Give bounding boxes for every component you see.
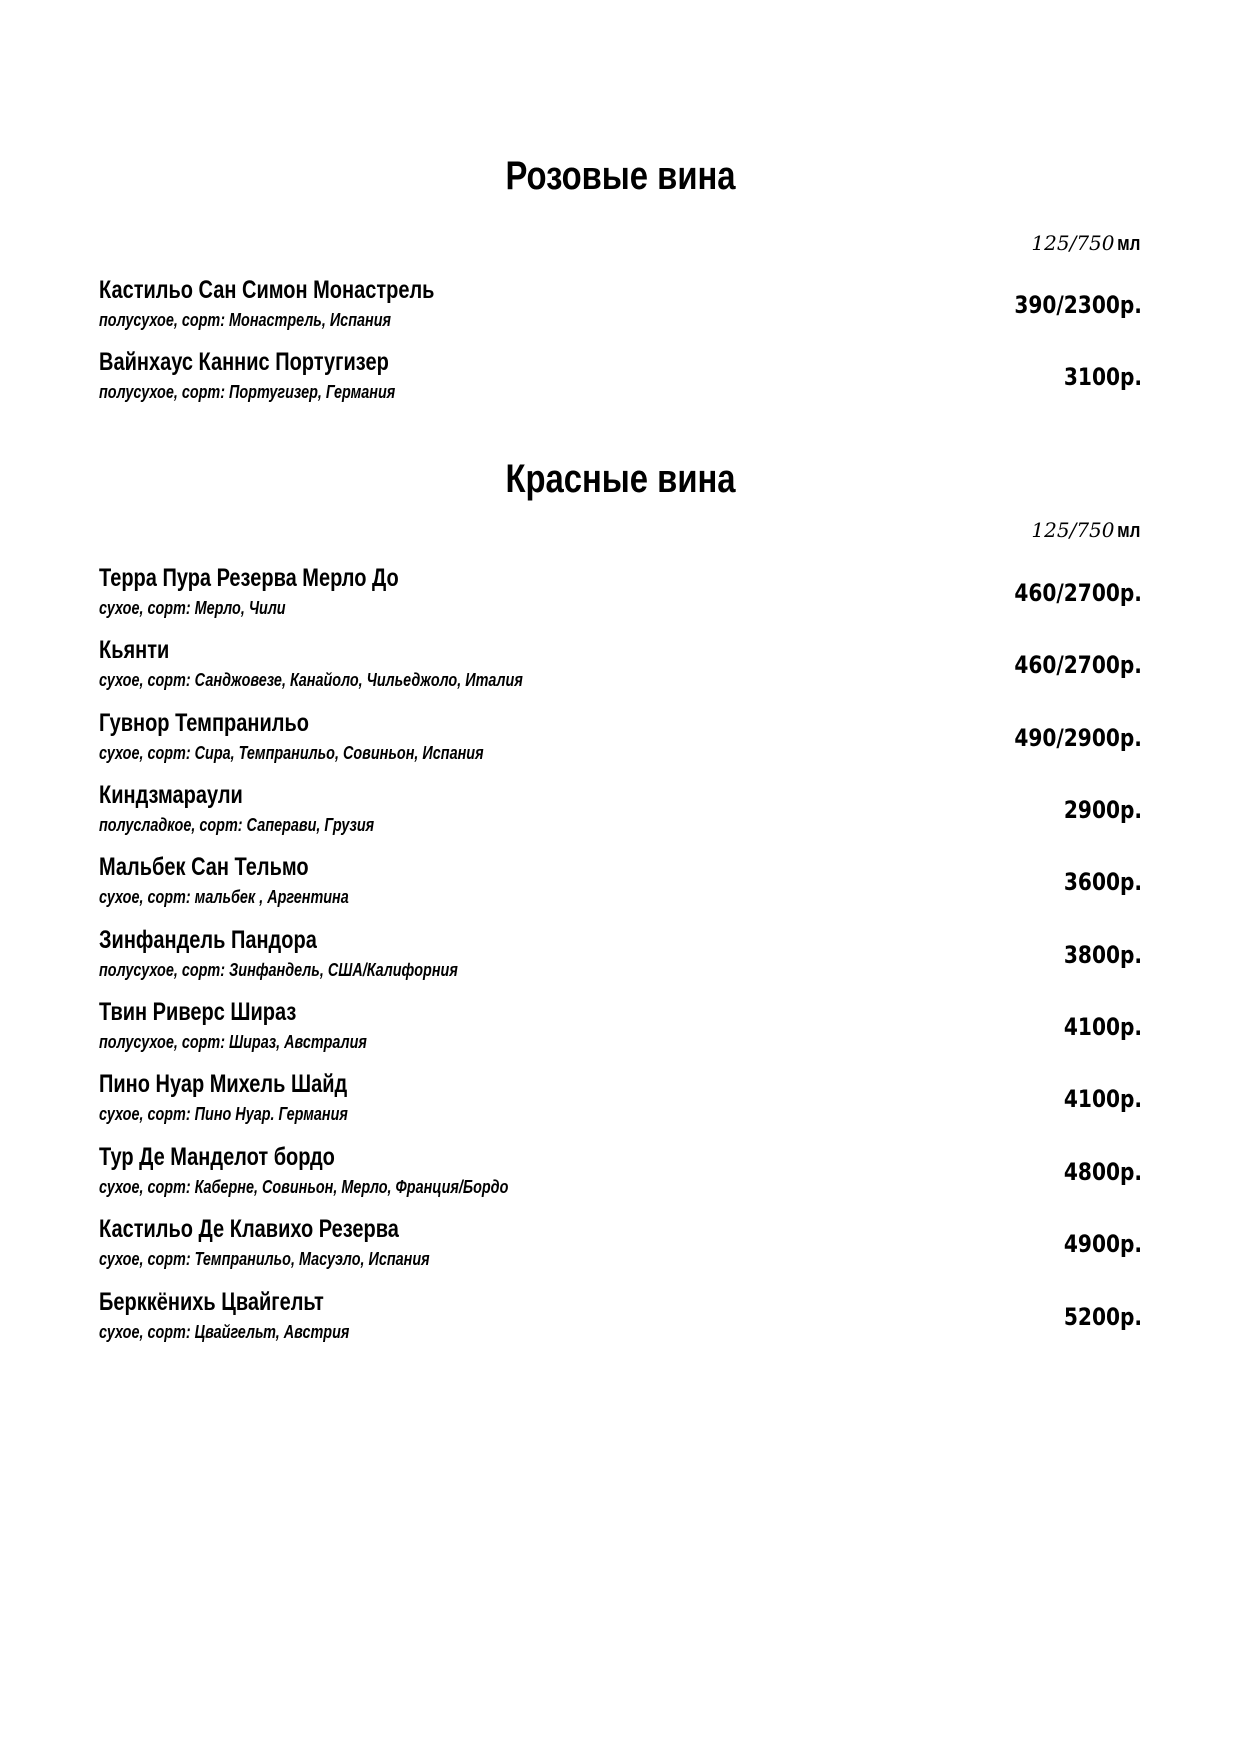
volume-value: 125/750	[1031, 231, 1115, 255]
wine-item	[99, 1143, 1142, 1205]
wine-description: сухое, сорт: Пино Нуар. Германия	[99, 1104, 348, 1124]
wine-item	[99, 926, 1142, 988]
wine-description: полусухое, сорт: Шираз, Австралия	[99, 1032, 367, 1052]
wine-item	[99, 1070, 1142, 1132]
wine-item	[99, 1288, 1142, 1350]
wine-description: сухое, сорт: Санджовезе, Канайоло, Чильеджоло, Италия	[99, 670, 523, 690]
wine-item	[99, 998, 1142, 1060]
wine-name: Пино Нуар Михель Шайд	[99, 1070, 348, 1098]
wine-item	[99, 709, 1142, 771]
wine-price: 490/2900р.	[1014, 724, 1142, 752]
wine-price: 3600р.	[1063, 868, 1142, 896]
wine-item	[99, 348, 1142, 410]
wine-price: 4800р.	[1063, 1158, 1142, 1186]
volume-unit: мл	[1116, 233, 1140, 255]
wine-name: Кьянти	[99, 636, 170, 664]
wine-price: 2900р.	[1063, 796, 1142, 824]
wine-name: Вайнхаус Каннис Португизер	[99, 348, 389, 376]
wine-price: 4100р.	[1063, 1085, 1142, 1113]
wine-name: Терра Пура Резерва Мерло До	[99, 564, 399, 592]
wine-name: Кастильо Де Клавихо Резерва	[99, 1215, 399, 1243]
wine-price: 460/2700р.	[1014, 579, 1142, 607]
wine-description: полусладкое, сорт: Саперави, Грузия	[99, 815, 375, 835]
section-title-red: Красные вина	[505, 457, 736, 501]
wine-item	[99, 781, 1142, 843]
wine-name: Берккёнихь Цвайгельт	[99, 1288, 324, 1316]
wine-item	[99, 276, 1142, 338]
wine-name: Гувнор Темпранильо	[99, 709, 309, 737]
wine-price: 5200р.	[1063, 1303, 1142, 1331]
wine-name: Кастильо Сан Симон Монастрель	[99, 276, 435, 304]
wine-name: Мальбек Сан Тельмо	[99, 853, 309, 881]
wine-description: сухое, сорт: мальбек , Аргентина	[99, 887, 349, 907]
wine-item	[99, 636, 1142, 698]
volume-header-red	[1031, 518, 1142, 543]
wine-price: 4900р.	[1063, 1230, 1142, 1258]
volume-unit: мл	[1116, 520, 1140, 542]
wine-price: 3100р.	[1063, 363, 1142, 391]
wine-description: полусухое, сорт: Португизер, Германия	[99, 382, 396, 402]
wine-name: Зинфандель Пандора	[99, 926, 317, 954]
section-title-rose: Розовые вина	[505, 154, 736, 198]
wine-item	[99, 564, 1142, 626]
wine-price: 460/2700р.	[1014, 651, 1142, 679]
wine-description: сухое, сорт: Темпранильо, Масуэло, Испания	[99, 1249, 430, 1269]
wine-item	[99, 853, 1142, 915]
wine-description: сухое, сорт: Сира, Темпранильо, Совиньон, Испания	[99, 743, 484, 763]
wine-price: 390/2300р.	[1014, 291, 1142, 319]
wine-item	[99, 1215, 1142, 1277]
wine-description: сухое, сорт: Каберне, Совиньон, Мерло, Франция/Бордо	[99, 1177, 509, 1197]
volume-value: 125/750	[1031, 518, 1115, 542]
wine-name: Тур Де Манделот бордо	[99, 1143, 335, 1171]
wine-description: сухое, сорт: Мерло, Чили	[99, 598, 286, 618]
volume-header-rose	[1031, 231, 1142, 256]
wine-price: 3800р.	[1063, 941, 1142, 969]
wine-description: полусухое, сорт: Зинфандель, США/Калифорния	[99, 960, 458, 980]
wine-description: сухое, сорт: Цвайгельт, Австрия	[99, 1322, 350, 1342]
wine-price: 4100р.	[1063, 1013, 1142, 1041]
wine-name: Твин Риверс Шираз	[99, 998, 297, 1026]
wine-description: полусухое, сорт: Монастрель, Испания	[99, 310, 391, 330]
wine-name: Киндзмараули	[99, 781, 243, 809]
